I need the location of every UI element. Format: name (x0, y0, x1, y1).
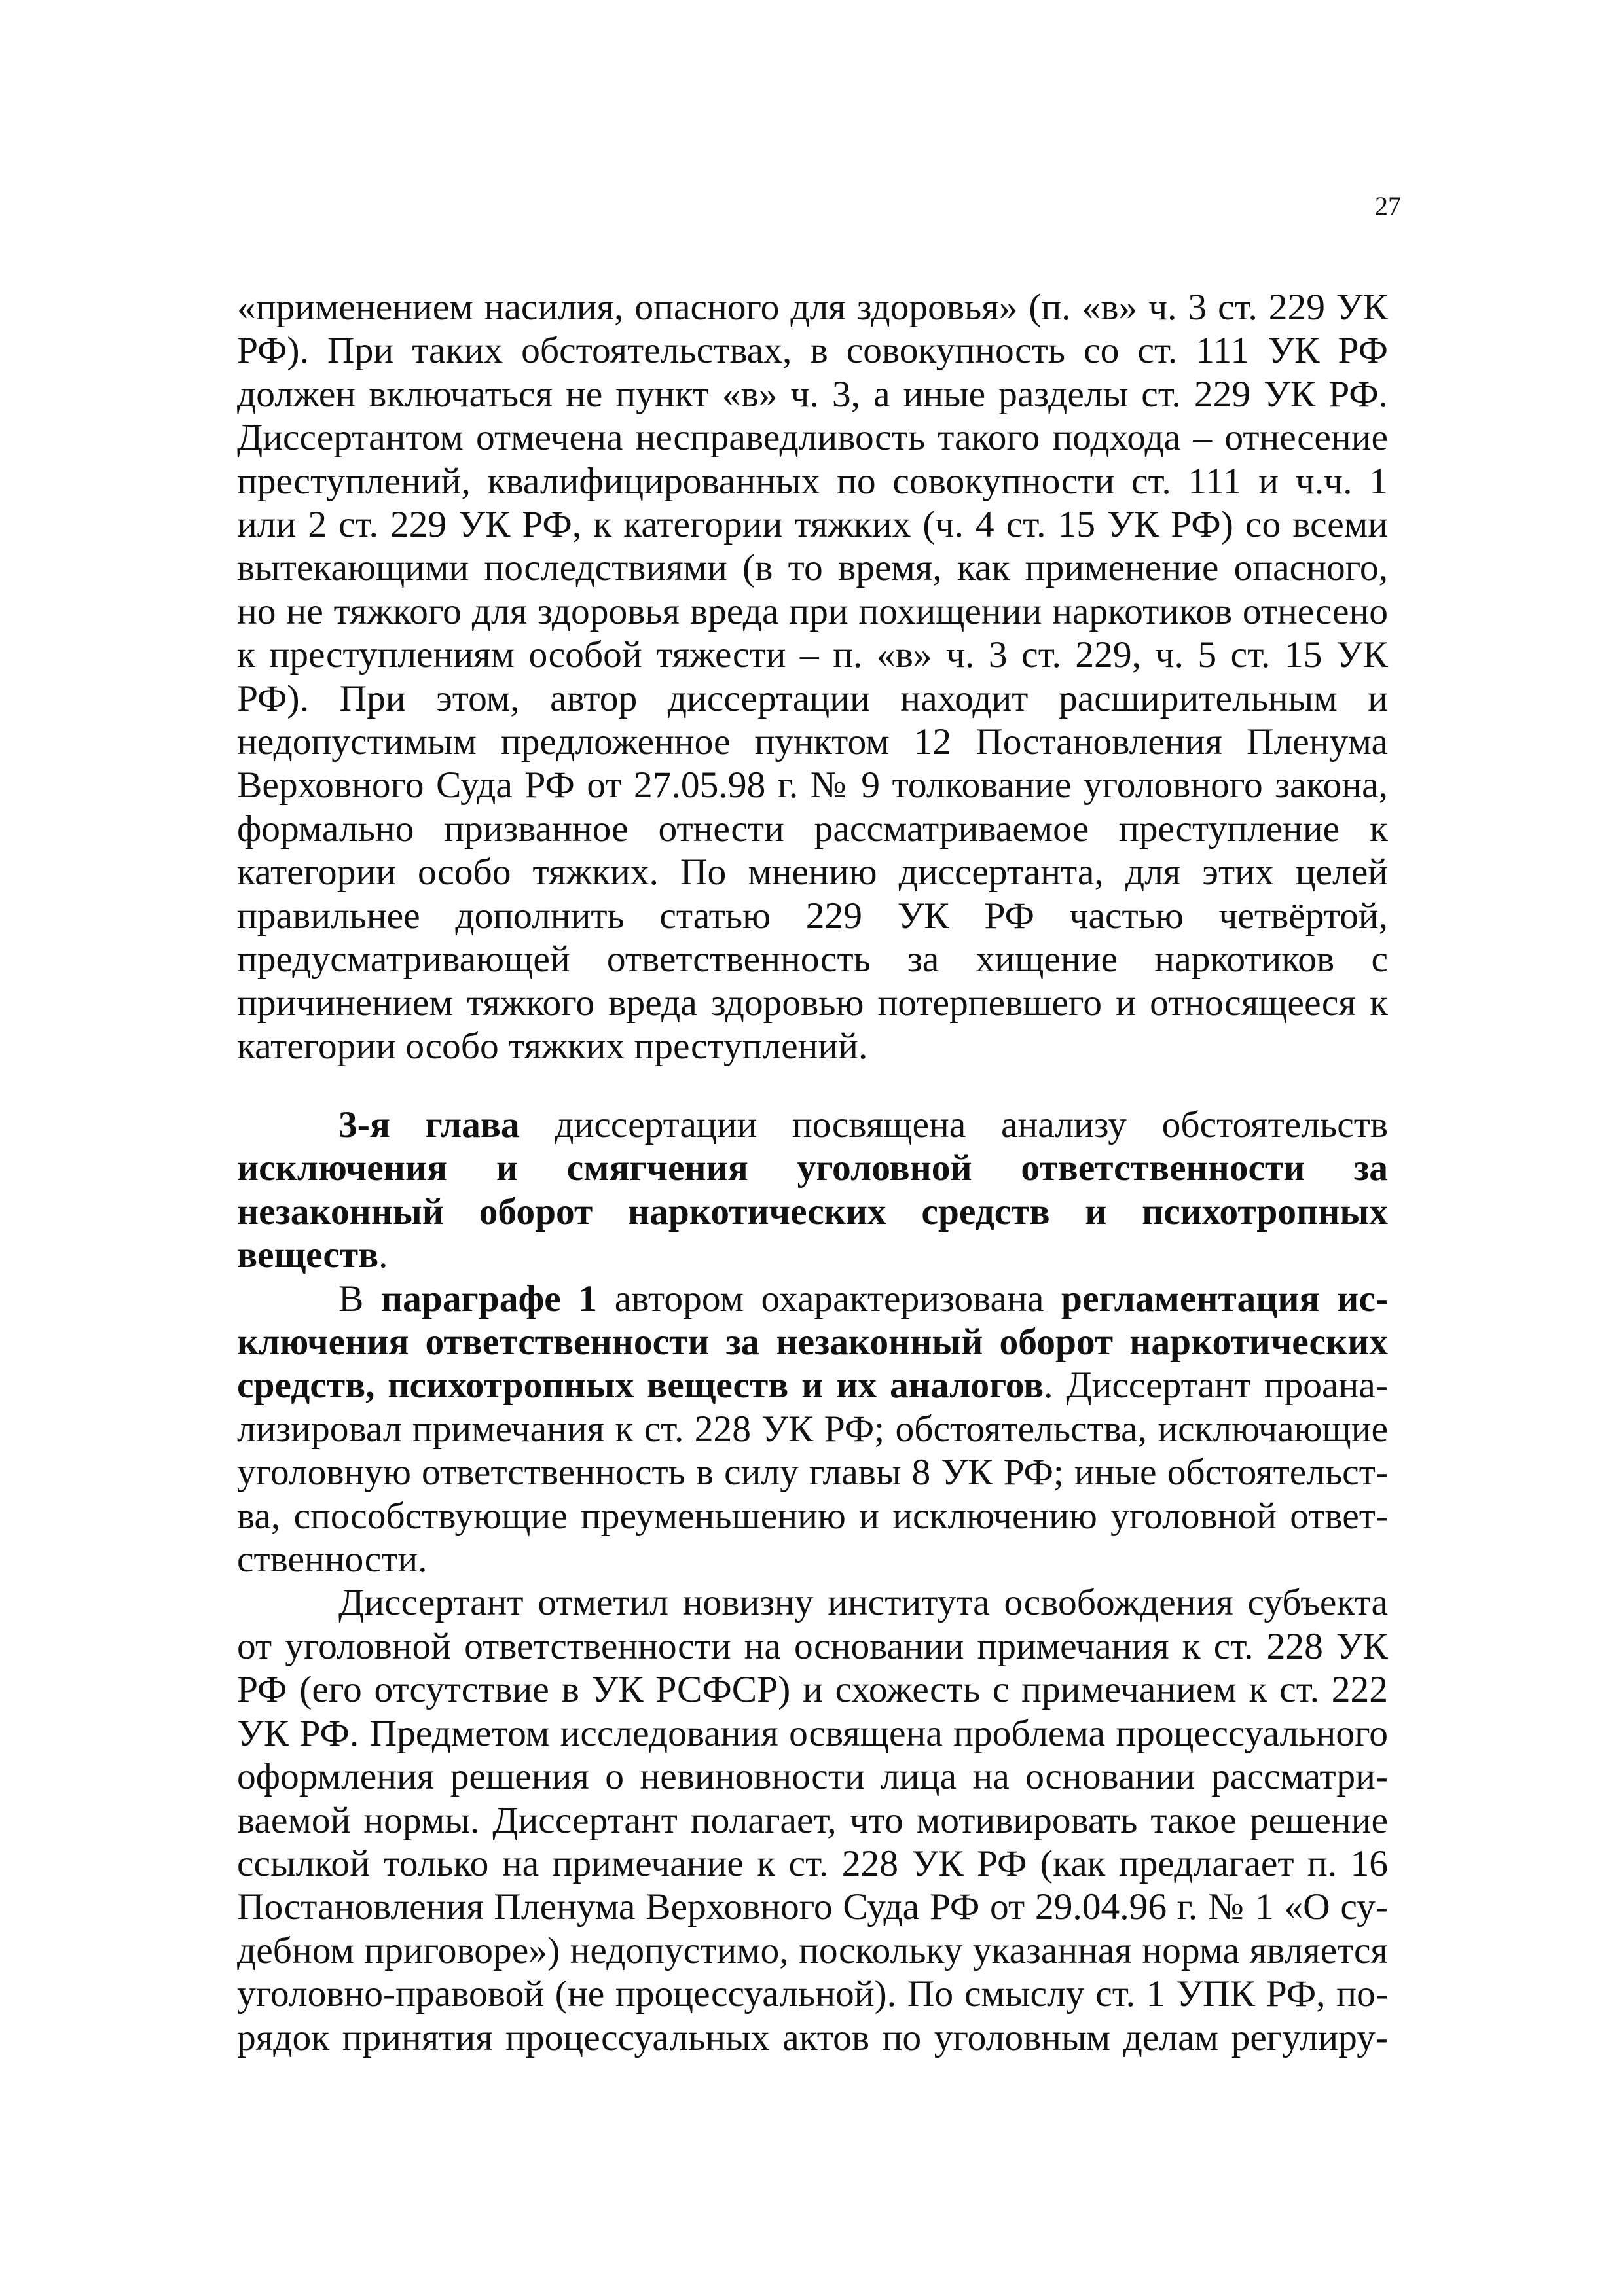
paragraph-1-lead: В (338, 1278, 381, 1319)
paragraph-1 (237, 1278, 1388, 1582)
paragraph-1-text: автором охарактеризована (597, 1278, 1061, 1319)
chapter-topic: исключения и смягчения уголовной ответственности за незаконный оборот наркотических средств и психотропных веществ (237, 1147, 1388, 1276)
chapter-intro-paragraph (237, 1103, 1388, 1278)
paragraph-1-ref: параграфе 1 (381, 1278, 598, 1319)
paragraph-1-topic: регламентация исключения ответственности за незаконный оборот наркотических средств, психотропных веществ и их аналогов (237, 1278, 1389, 1407)
chapter-intro-text: диссертации посвящена анализу обстоятельств (519, 1104, 1388, 1145)
paragraph-1-end: . Диссертант проанализировал примечания к ст. 228 УК РФ; обстоятельства, исключающие уголовную ответственность в силу главы 8 УК РФ; иные обстоятельства, способствующие преуменьшению и исключению уголовной ответственности. (237, 1365, 1388, 1581)
continuation-block (237, 286, 1388, 1068)
chapter-section (237, 1103, 1388, 2060)
paragraph-2: Диссертант отметил новизну института освобождения субъекта от уголовной ответственности на основании примечания к ст. 228 УК РФ (его отсутствие в УК РСФСР) и схожесть с примечанием к ст. 222 УК РФ. Предметом исследования освящена проблема процессуального оформления решения о невиновности лица на основании рассматриваемой нормы. Диссертант полагает, что мотивировать такое решение ссылкой только на примечание к ст. 228 УК РФ (как предлагает п. 16 Постановления Пленума Верховного Суда РФ от 29.04.96 г. № 1 «О судебном приговоре») недопустимо, поскольку указанная норма является уголовно-правовой (не процессуальной). По смыслу ст. 1 УПК РФ, порядок принятия процессуальных актов по уголовным делам регулиру- (237, 1582, 1388, 2058)
continuation-paragraph: «применением насилия, опасного для здоровья» (п. «в» ч. 3 ст. 229 УК РФ). При таких обстоятельствах, в совокупность со ст. 111 УК РФ должен включаться не пункт «в» ч. 3, а иные разделы ст. 229 УК РФ. Диссертантом отмечена несправедливость такого подхода – отнесение преступлений, квалифицированных по совокупности ст. 111 и ч.ч. 1 или 2 ст. 229 УК РФ, к категории тяжких (ч. 4 ст. 15 УК РФ) со всеми вытекающими последствиями (в то время, как применение опасного, но не тяжкого для здоровья вреда при похищении наркотиков отнесено к преступлениям особой тяжести – п. «в» ч. 3 ст. 229, ч. 5 ст. 15 УК РФ). При этом, автор диссертации находит расширительным и недопустимым предложенное пунктом 12 Постановления Пленума Верховного Суда РФ от 27.05.98 г. № 9 толкование уголовного закона, формально призванное отнести рассматриваемое преступление к категории особо тяжких. По мнению диссертанта, для этих целей правильнее дополнить статью 229 УК РФ частью четвёртой, предусматривающей ответственность за хищение наркотиков с причинением тяжкого вреда здоровью потерпевшего и относящееся к категории особо тяжких преступлений. (237, 287, 1388, 1067)
page-number: 27 (1375, 191, 1401, 221)
chapter-intro-end: . (378, 1234, 388, 1276)
chapter-heading: 3-я глава (338, 1104, 520, 1145)
